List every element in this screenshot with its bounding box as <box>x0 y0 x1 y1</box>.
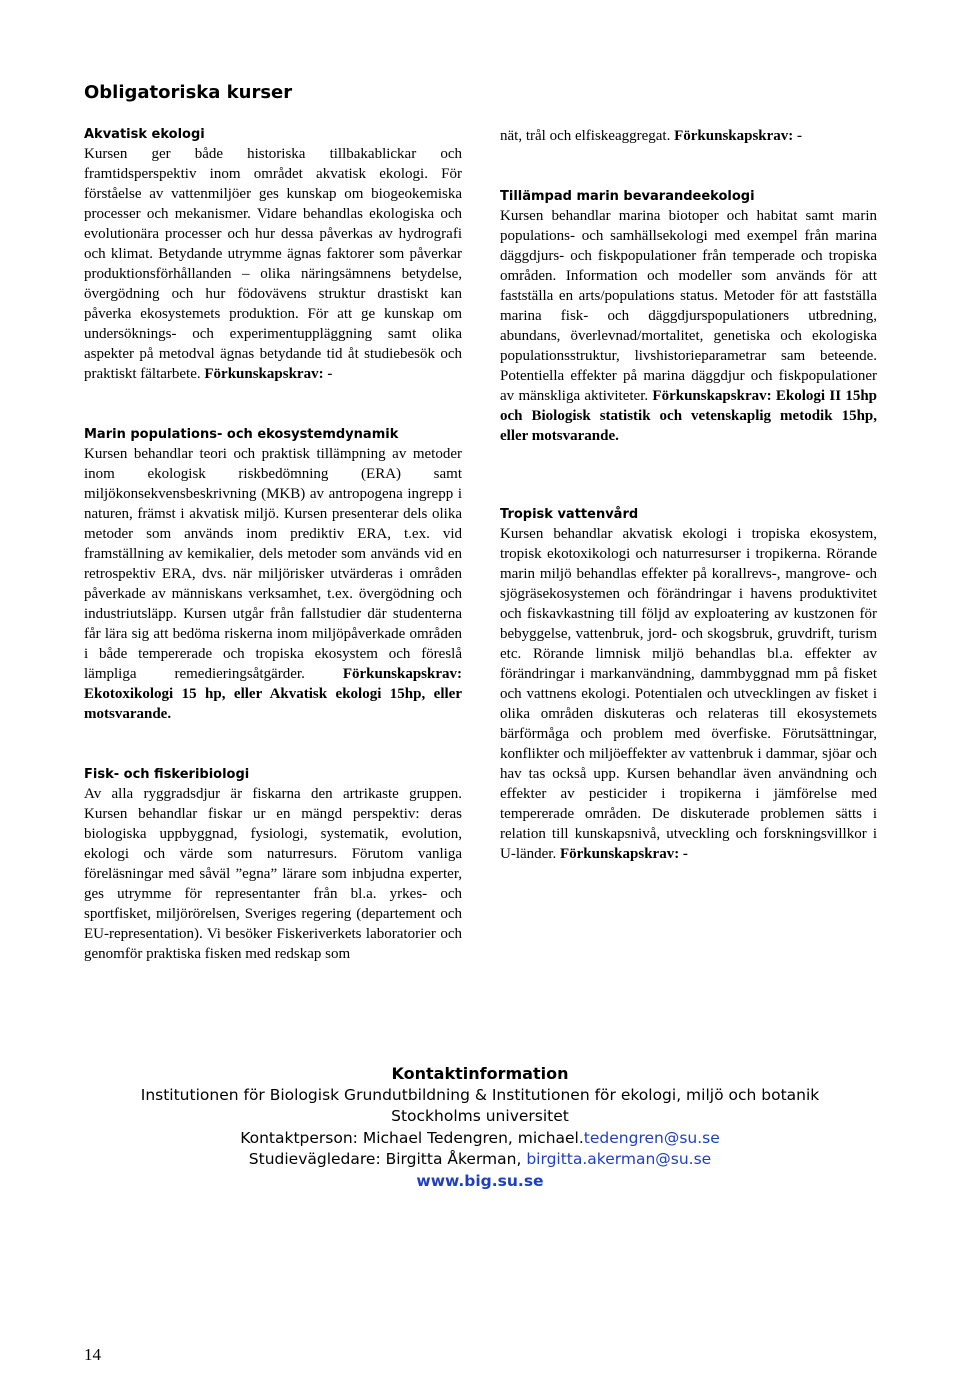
course-description <box>84 144 462 384</box>
course-heading: Akvatisk ekologi <box>84 127 205 142</box>
course-body: nät, trål och elfiskeaggregat. <box>500 128 671 144</box>
right-column <box>500 126 877 864</box>
course-body: Kursen behandlar teori och praktisk tillämpning av metoder inom ekologisk riskbedömning (ERA) samt miljökonsekvensbeskrivning (MKB) av antropogena ingrepp i naturen, främst i akvatisk miljö. Kursen presenterar dels olika metoder som används inom prediktiv ERA, t.ex. vid framställning av kemikalier, dels metoder som används vid en retrospektiv ERA, dvs. när miljörisker utvärderas i områden påverkade av människans verksamhet, t.ex. övergödning och industriutsläpp. Kursen utgår från fallstudier där studenterna får lära sig att bedöma riskerna inom miljöpåverkade områden i både tempererade och tropiska ekosystem och föreslå lämpliga remedieringsåtgärder. <box>84 446 462 682</box>
course-prerequisites: Förkunskapskrav: - <box>559 846 688 862</box>
course-marin-populations <box>84 426 462 724</box>
course-description <box>84 784 462 964</box>
contact-university: Stockholms universitet <box>391 1107 569 1125</box>
course-prerequisites: Förkunskapskrav: Ekologi II 15hp och Biologisk statistik och vetenskaplig metodik 15hp, eller motsvarande. <box>500 388 878 444</box>
left-column <box>84 126 462 964</box>
course-body: Kursen ger både historiska tillbakablickar och framtidsperspektiv inom området akvatisk ekologi. För förståelse av vattenmiljöer ges kunskap om biogeokemiska processer och mekanismer. Vidare behandlas ekologiska och evolutionära processer och hur dessa påverkas av hydrografi och klimat. Betydande utrymme ägnas faktorer som påverkar produktionsförhållanden – olika näringsämnens betydelse, övergödning och hur födovävens struktur drastiskt kan påverka ekosystemets produktion. För att ge kunskap om undersöknings- och experimentuppläggning samt olika aspekter på metodval ägnas betydande tid åt studiebesök och praktiskt fältarbete. <box>84 146 462 382</box>
page-number: 14 <box>84 1345 101 1364</box>
course-body: Kursen behandlar akvatisk ekologi i tropiska ekosystem, tropisk ekotoxikologi och naturresurser i tropikerna. Rörande marin miljö behandlas effekter på korallrevs-, mangrove- och sjögräsekosystemen och förändringar i havens produktivitet och fiskavkastning till följd av exploatering av kustzonen för bebyggelse, vattenbruk, jord- och skogsbruk, gruvdrift, turism etc. Rörande limnisk miljö behandlas bl.a. effekter av förändringar i markanvändning, dammbyggnad mm på fisket och vattnens ekologi. Potentialen och utvecklingen av fisket i olika områden diskuteras och relateras till ekosystemets bärförmåga och problem med överfiske. Förutsättningar, konflikter och miljöeffekter av vattenbruk i dammar, sjöar och hav tas också upp. Kursen behandlar även användning och effekter av pesticider i tropikerna i jämförelse med tempererade områden. De diskuterade problemen sätts i relation till kunskapsnivå, utveckling och forskningsvillkor i U-länder. <box>500 526 877 862</box>
course-description <box>500 206 877 446</box>
course-description <box>500 524 877 864</box>
course-body: Kursen behandlar marina biotoper och habitat samt marin populations- och samhällsekologi med exempel från marina däggdjurs- och fiskpopulationer från temperade och tropiska områden. Information och modeller som används för att fastställa en arts/populations status. Metoder för att fastställa marina fisk- och däggdjurspopulationers utbredning, abundans, överlevnad/mortalitet, genetiska och ekologiska populationsstruktur, livshistorieparametrar sam beteende. Potentiella effekter på marina däggdjur och fiskpopulationer av mänskliga aktiviteter. <box>500 208 877 404</box>
contact-person <box>60 1128 900 1150</box>
contact-information <box>60 1063 900 1192</box>
course-description <box>84 444 462 724</box>
page-title: Obligatoriska kurser <box>84 82 293 103</box>
study-advisor-text: Studievägledare: Birgitta Åkerman, <box>248 1150 527 1168</box>
course-heading: Fisk- och fiskeribiologi <box>84 767 250 782</box>
course-body: Av alla ryggradsdjur är fiskarna den artrikaste gruppen. Kursen behandlar fiskar ur en mängd perspektiv: deras biologiska uppbyggnad, fysiologi, systematik, evolution, ekologi och värde som naturresurs. Förutom vanliga föreläsningar med såväl ”egna” lärare som inbjudna experter, ges utrymme för representanter från bl.a. yrkes- och sportfisket, miljörörelsen, Sveriges regering (departement och EU-representation). Vi besöker Fiskeriverkets laboratorier och genomför praktiska fisken med redskap som <box>84 786 462 962</box>
course-prerequisites: Förkunskapskrav: - <box>674 128 803 144</box>
course-tillampad-marin-bevarandeekologi <box>500 188 877 446</box>
course-heading: Tillämpad marin bevarandeekologi <box>500 189 755 204</box>
contact-institutions: Institutionen för Biologisk Grundutbildning & Institutionen för ekologi, miljö och botanik <box>140 1085 820 1104</box>
course-heading: Tropisk vattenvård <box>500 507 639 522</box>
course-prerequisites: Förkunskapskrav: - <box>204 366 333 382</box>
course-fisk-continued <box>500 126 877 146</box>
website-link[interactable]: www.big.su.se <box>416 1171 544 1190</box>
contact-person-text: Kontaktperson: Michael Tedengren, michael. <box>240 1128 584 1147</box>
course-prerequisites: Förkunskapskrav: Ekotoxikologi 15 hp, eller Akvatisk ekologi 15hp, eller motsvarande. <box>84 666 463 722</box>
study-advisor <box>60 1149 900 1171</box>
study-advisor-email-link[interactable]: birgitta.akerman@su.se <box>526 1150 712 1168</box>
course-description <box>500 126 877 146</box>
course-fisk-och-fiskeribiologi <box>84 766 462 964</box>
course-tropisk-vattenvard <box>500 506 877 864</box>
course-akvatisk-ekologi <box>84 126 462 384</box>
contact-person-email-link[interactable]: tedengren@su.se <box>583 1128 720 1147</box>
course-heading: Marin populations- och ekosystemdynamik <box>84 427 399 442</box>
contact-title: Kontaktinformation <box>391 1064 569 1083</box>
